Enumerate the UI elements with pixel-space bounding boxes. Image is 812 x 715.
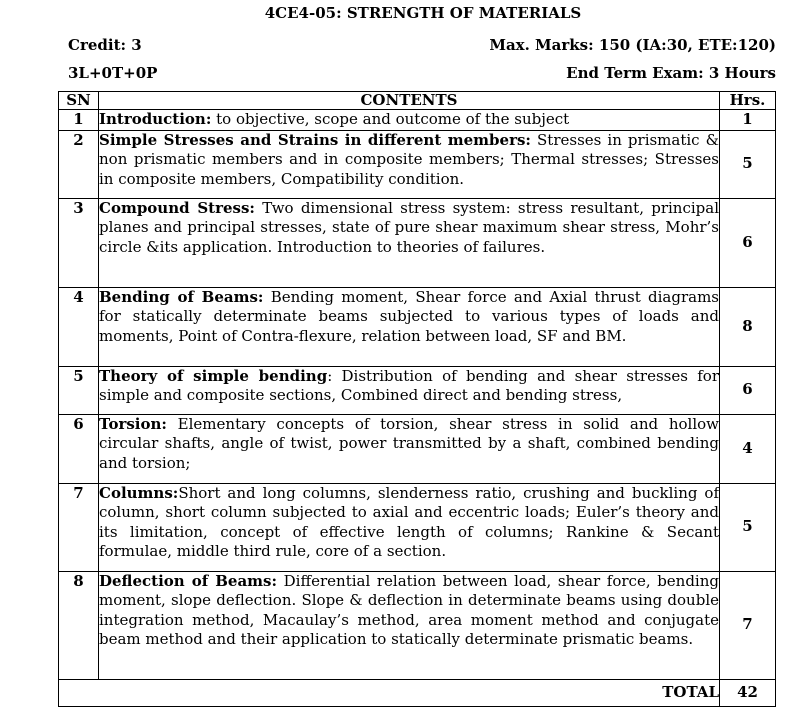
row-sn: 5: [59, 366, 99, 414]
row-content: [99, 198, 720, 287]
row-content: [99, 287, 720, 366]
row-text: Bending moment, Shear force and Axial thrust diagrams for statically determinate beams subjected to various types of loads and moments, Point of Contra-flexure, relation between load, SF and BM.: [99, 287, 719, 345]
table-row: [59, 366, 776, 414]
row-topic: Columns:: [99, 483, 179, 502]
row-sn: 1: [59, 110, 99, 131]
row-text: Two dimensional stress system: stress resultant, principal planes and principal stresses, state of pure shear maximum shear stress, Mohr’s circle &its application. Introduction to theories of failures.: [99, 198, 719, 256]
header-contents: CONTENTS: [99, 92, 720, 110]
table-row: [59, 198, 776, 287]
credit-label: Credit: 3: [68, 36, 142, 54]
row-topic: Introduction:: [99, 110, 212, 128]
total-row: [59, 679, 776, 706]
row-content: [99, 483, 720, 571]
row-topic: Deflection of Beams:: [99, 571, 278, 590]
row-sn: 7: [59, 483, 99, 571]
row-content: [99, 110, 720, 131]
row-text: Stresses in prismatic & non prismatic members and in composite members; Thermal stresses; Stresses in composite members, Compatibility condition.: [99, 130, 719, 188]
row-sn: 6: [59, 414, 99, 483]
row-text: Differential relation between load, shear force, bending moment, slope deflection. Slope & deflection in determinate beams using double integration method, Macaulay’s method, area moment method and conjugate beam method and their application to statically determinate prismatic beams.: [99, 571, 719, 648]
row-hrs: 6: [720, 198, 776, 287]
row-hrs: 6: [720, 366, 776, 414]
row-hrs: 1: [720, 110, 776, 131]
table-row: [59, 571, 776, 679]
table-row: [59, 287, 776, 366]
row-content: [99, 366, 720, 414]
row-text: Elementary concepts of torsion, shear stress in solid and hollow circular shafts, angle of twist, power transmitted by a shaft, combined bending and torsion;: [99, 414, 719, 472]
row-sn: 2: [59, 130, 99, 198]
row-topic: Theory of simple bending: [99, 366, 328, 385]
row-hrs: 7: [720, 571, 776, 679]
row-content: [99, 571, 720, 679]
row-hrs: 5: [720, 130, 776, 198]
header-hrs: Hrs.: [720, 92, 776, 110]
row-text: Short and long columns, slenderness ratio, crushing and buckling of column, short column subjected to axial and eccentric loads; Euler’s theory and its limitation, concept of effective length of columns; Rankine & Secant formulae, middle third rule, core of a section.: [99, 483, 719, 560]
header-sn: SN: [59, 92, 99, 110]
table-row: [59, 414, 776, 483]
table-header-row: [59, 92, 776, 110]
ltp-label: 3L+0T+0P: [68, 64, 158, 82]
row-topic: Bending of Beams:: [99, 287, 264, 306]
table-row: [59, 483, 776, 571]
row-topic: Compound Stress:: [99, 198, 255, 217]
row-hrs: 4: [720, 414, 776, 483]
row-sn: 8: [59, 571, 99, 679]
table-row: [59, 130, 776, 198]
row-text: to objective, scope and outcome of the subject: [211, 110, 570, 128]
row-sn: 4: [59, 287, 99, 366]
total-value: 42: [720, 679, 776, 706]
row-topic: Torsion:: [99, 414, 167, 433]
row-hrs: 5: [720, 483, 776, 571]
row-hrs: 8: [720, 287, 776, 366]
row-sn: 3: [59, 198, 99, 287]
syllabus-table: [58, 91, 776, 707]
table-row: [59, 110, 776, 131]
total-label: TOTAL: [59, 679, 720, 706]
max-marks-label: Max. Marks: 150 (IA:30, ETE:120): [489, 36, 776, 54]
course-title: 4CE4-05: STRENGTH OF MATERIALS: [264, 4, 582, 22]
row-content: [99, 414, 720, 483]
exam-duration-label: End Term Exam: 3 Hours: [566, 64, 776, 82]
row-content: [99, 130, 720, 198]
row-topic: Simple Stresses and Strains in different members:: [99, 130, 531, 149]
row-text: : Distribution of bending and shear stresses for simple and composite sections, Combined direct and bending stress,: [99, 366, 719, 404]
